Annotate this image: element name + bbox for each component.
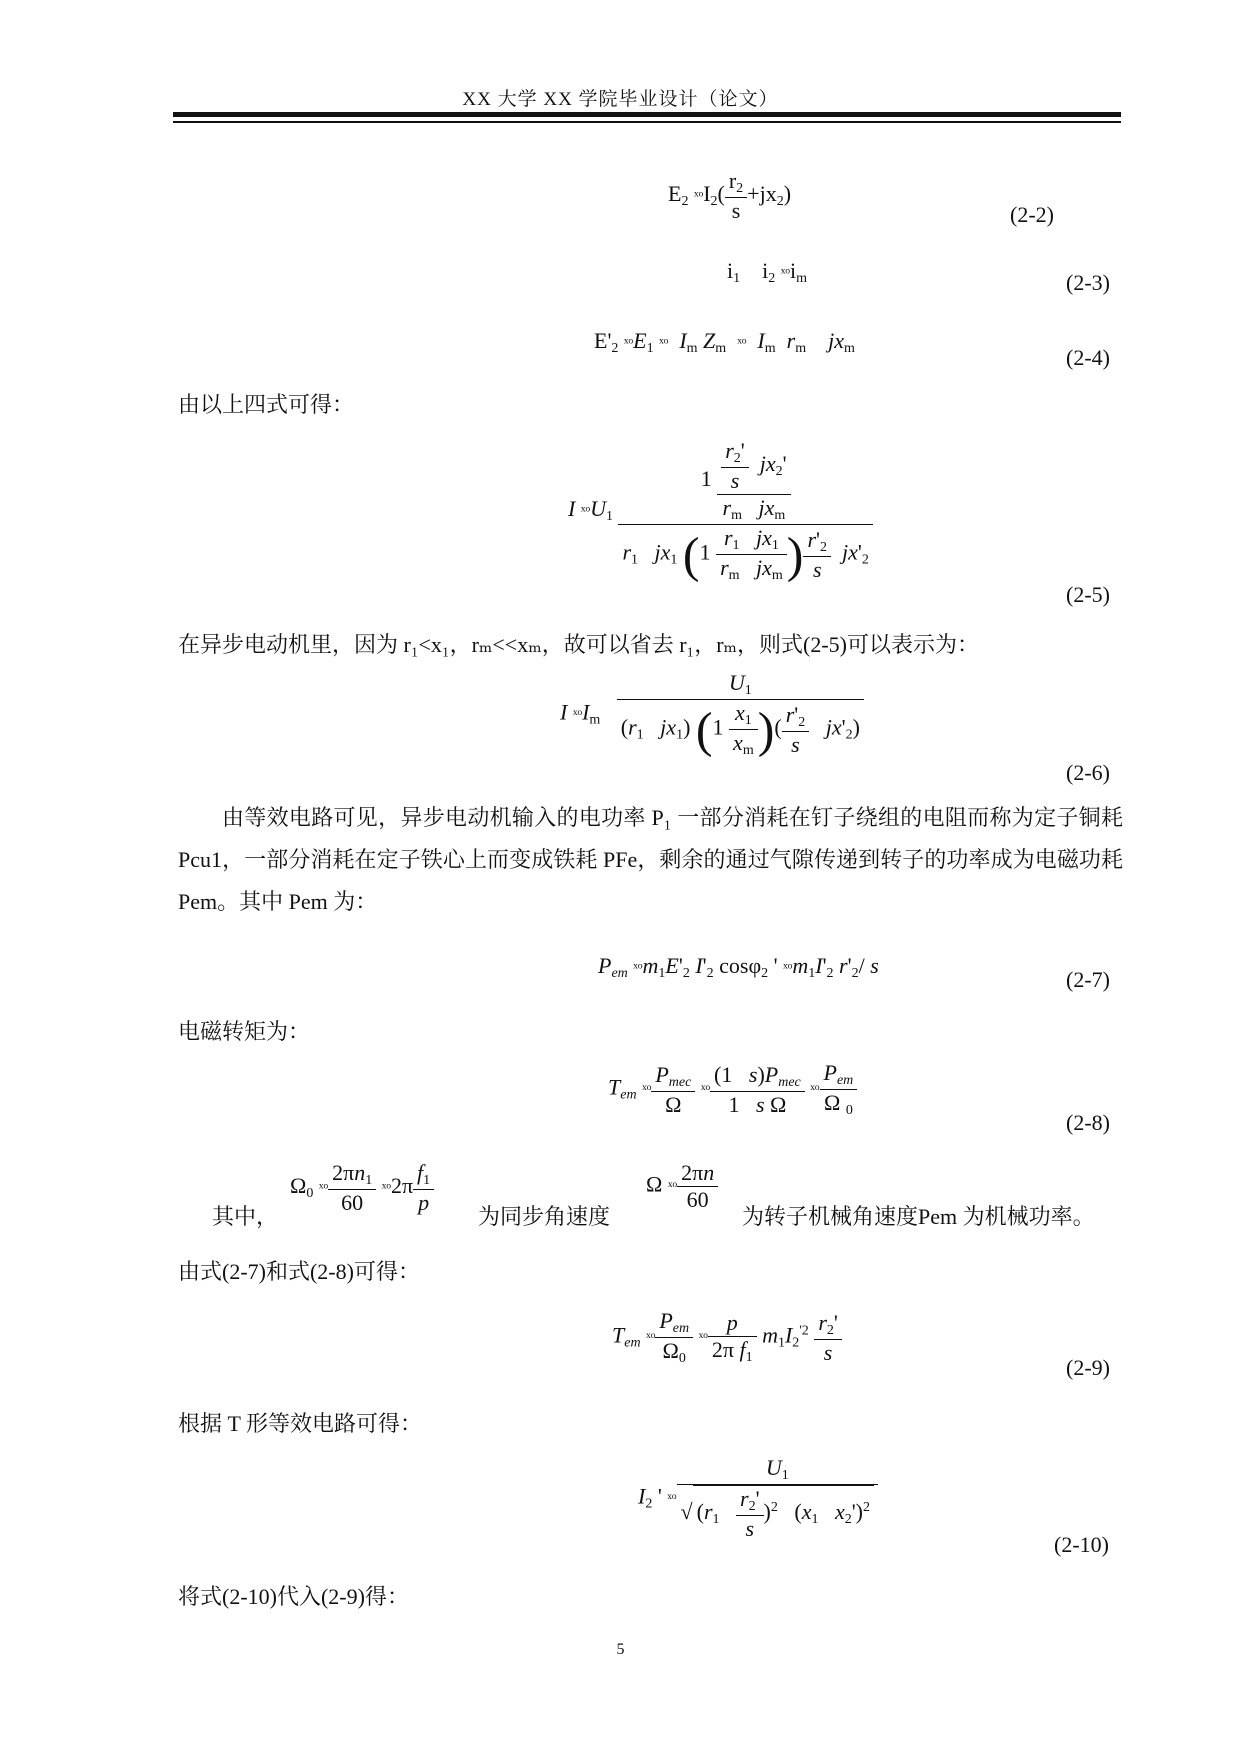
paragraph: 根据 T 形等效电路可得：	[178, 1411, 423, 1436]
equation-2-3: i1 i2 ˣᵒim	[727, 258, 807, 286]
omega-formula: Ω ˣᵒ $\frac{2\pi n}{60}$	[646, 1160, 718, 1213]
omega0-formula: Ω0 ˣᵒ $\frac{2\pi n1}{60}$ ˣᵒ2π $\frac{f1}{p}$	[290, 1160, 434, 1216]
equation-2-10: I2 ' ˣᵒ U1 √ (r1 $\frac{r2'}{s}$ )$^2$ (x1 x2')$^2$	[638, 1455, 878, 1542]
equation-number: (2-4)	[1066, 345, 1110, 370]
header-rule-thick	[173, 112, 1121, 117]
equation-number: (2-10)	[1054, 1532, 1109, 1557]
paragraph: 在异步电动机里，因为 r₁<x₁，rₘ<<xₘ，故可以省去 r₁，rₘ，则式(2-5)可以表示为：	[178, 632, 979, 657]
equation-number: (2-9)	[1066, 1355, 1110, 1380]
equation-2-2: E2 ˣᵒI2( $\frac{r2}{s}$ +jx2)	[668, 168, 792, 223]
paragraph: 由以上四式可得：	[178, 392, 355, 417]
equation-number: (2-7)	[1066, 967, 1110, 992]
equation-2-6: I ˣᵒIm U1 (r1 jx1) (1 $\frac{x1}{xm}$ )( $\frac{r'2}{s}$ jx'2)	[560, 670, 864, 759]
equation-2-7: Pem ˣᵒm1E'2 I'2 cosφ2 ' ˣᵒm1I'2 r'2/ s	[598, 953, 879, 981]
paragraph: 由式(2-7)和式(2-8)可得：	[178, 1259, 420, 1284]
equation-number: (2-3)	[1066, 270, 1110, 295]
paragraph: 将式(2-10)代入(2-9)得：	[178, 1584, 409, 1609]
paragraph: 由等效电路可见，异步电动机输入的电功率 P₁ 一部分消耗在钉子绕组的电阻而称为定子铜耗 Pcu1，一部分消耗在定子铁心上而变成铁耗 PFe，剩余的通过气隙传递到转子的功率成为电磁功耗 Pem。其中 Pem 为：	[178, 805, 1123, 914]
equation-number: (2-8)	[1066, 1110, 1110, 1135]
page-number: 5	[616, 1641, 625, 1658]
page-header: XX 大学 XX 学院毕业设计（论文）	[462, 89, 779, 110]
equation-number: (2-5)	[1066, 582, 1110, 607]
equation-2-8: Tem ˣᵒ $\frac{\text{Pmec}}{\Omega}$ ˣᵒ $\frac{\text{(1 s)Pmec}}{\text{1 s Ω}}$ ˣᵒ $\frac{\text{Pem}}{\Omega 0}$	[608, 1060, 857, 1119]
header-rule-thin	[173, 121, 1121, 123]
paragraph: 为同步角速度	[478, 1204, 611, 1229]
paragraph: 其中，	[212, 1204, 279, 1229]
equation-2-4: E'2 ˣᵒE1 ˣᵒ Im Zm ˣᵒ Im rm jxm	[594, 328, 855, 356]
equation-2-5: I ˣᵒU1 1 $\frac{r2'}{s}$ jx2' rm jxm r1 jx1 (1 $\frac{r1 jx1}{\text{rm jxm}}$ ) $\frac{r'2}{s}$ jx'2	[568, 438, 873, 584]
equation-number: (2-6)	[1066, 760, 1110, 785]
paragraph: Pem 为机械功率。	[918, 1204, 1095, 1229]
equation-2-9: Tem ˣᵒ $\frac{\text{Pem}}{\Omega 0}$ ˣᵒ $\frac{p}{\text{2π f1}}$ $m1I2^{'2}$ $\frac{r2'}{s}$	[612, 1308, 842, 1367]
paragraph: 电磁转矩为：	[178, 1019, 311, 1044]
paragraph: 为转子机械角速度	[742, 1204, 919, 1229]
equation-number: (2-2)	[1010, 202, 1054, 227]
